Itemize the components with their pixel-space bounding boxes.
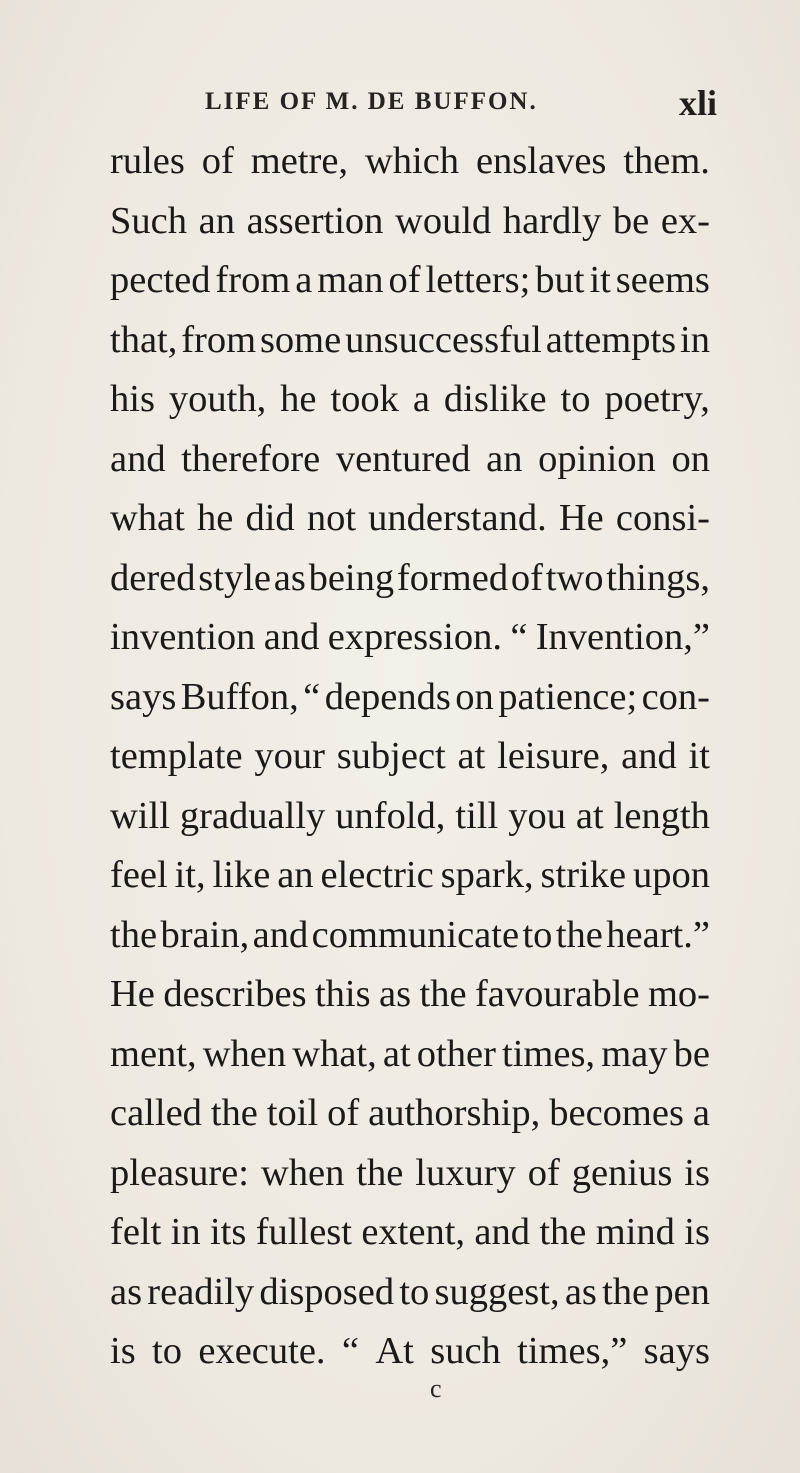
text-line: called the toil of authorship, becomes a <box>110 1092 710 1134</box>
text-line: pleasure: when the luxury of genius is <box>110 1151 710 1194</box>
text-line: will gradually unfold, till you at length <box>110 794 710 837</box>
text-line: and therefore ventured an opinion on <box>110 437 710 480</box>
text-line: invention and expression. “ Invention,” <box>110 616 710 658</box>
text-line: rules of metre, which enslaves them. <box>110 140 710 182</box>
text-line: felt in its fullest extent, and the mind is <box>110 1211 710 1253</box>
text-line: says Buffon, “ depends on patience; con- <box>110 675 710 718</box>
page-number: xli <box>679 83 718 123</box>
text-line: is to execute. “ At such times,” says <box>110 1330 710 1372</box>
text-line: his youth, he took a dislike to poetry, <box>110 378 710 420</box>
text-line: as readily disposed to suggest, as the pen <box>110 1270 710 1313</box>
running-title: LIFE OF M. DE BUFFON. <box>205 88 538 115</box>
running-head <box>0 80 800 123</box>
text-line: feel it, like an electric spark, strike upon <box>110 854 710 896</box>
text-line: Such an assertion would hardly be ex- <box>110 199 710 242</box>
signature-mark: c <box>430 1374 442 1403</box>
text-line: ment, when what, at other times, may be <box>110 1032 710 1075</box>
text-line: the brain, and communicate to the heart.” <box>110 913 710 956</box>
text-line: He describes this as the favourable mo- <box>110 973 710 1015</box>
text-line: pected from a man of letters; but it seems <box>110 259 710 301</box>
text-line: template your subject at leisure, and it <box>110 735 710 777</box>
text-line: dered style as being formed of two things, <box>110 556 710 599</box>
text-line: what he did not understand. He consi- <box>110 497 710 539</box>
text-line: that, from some unsuccessful attempts in <box>110 318 710 361</box>
